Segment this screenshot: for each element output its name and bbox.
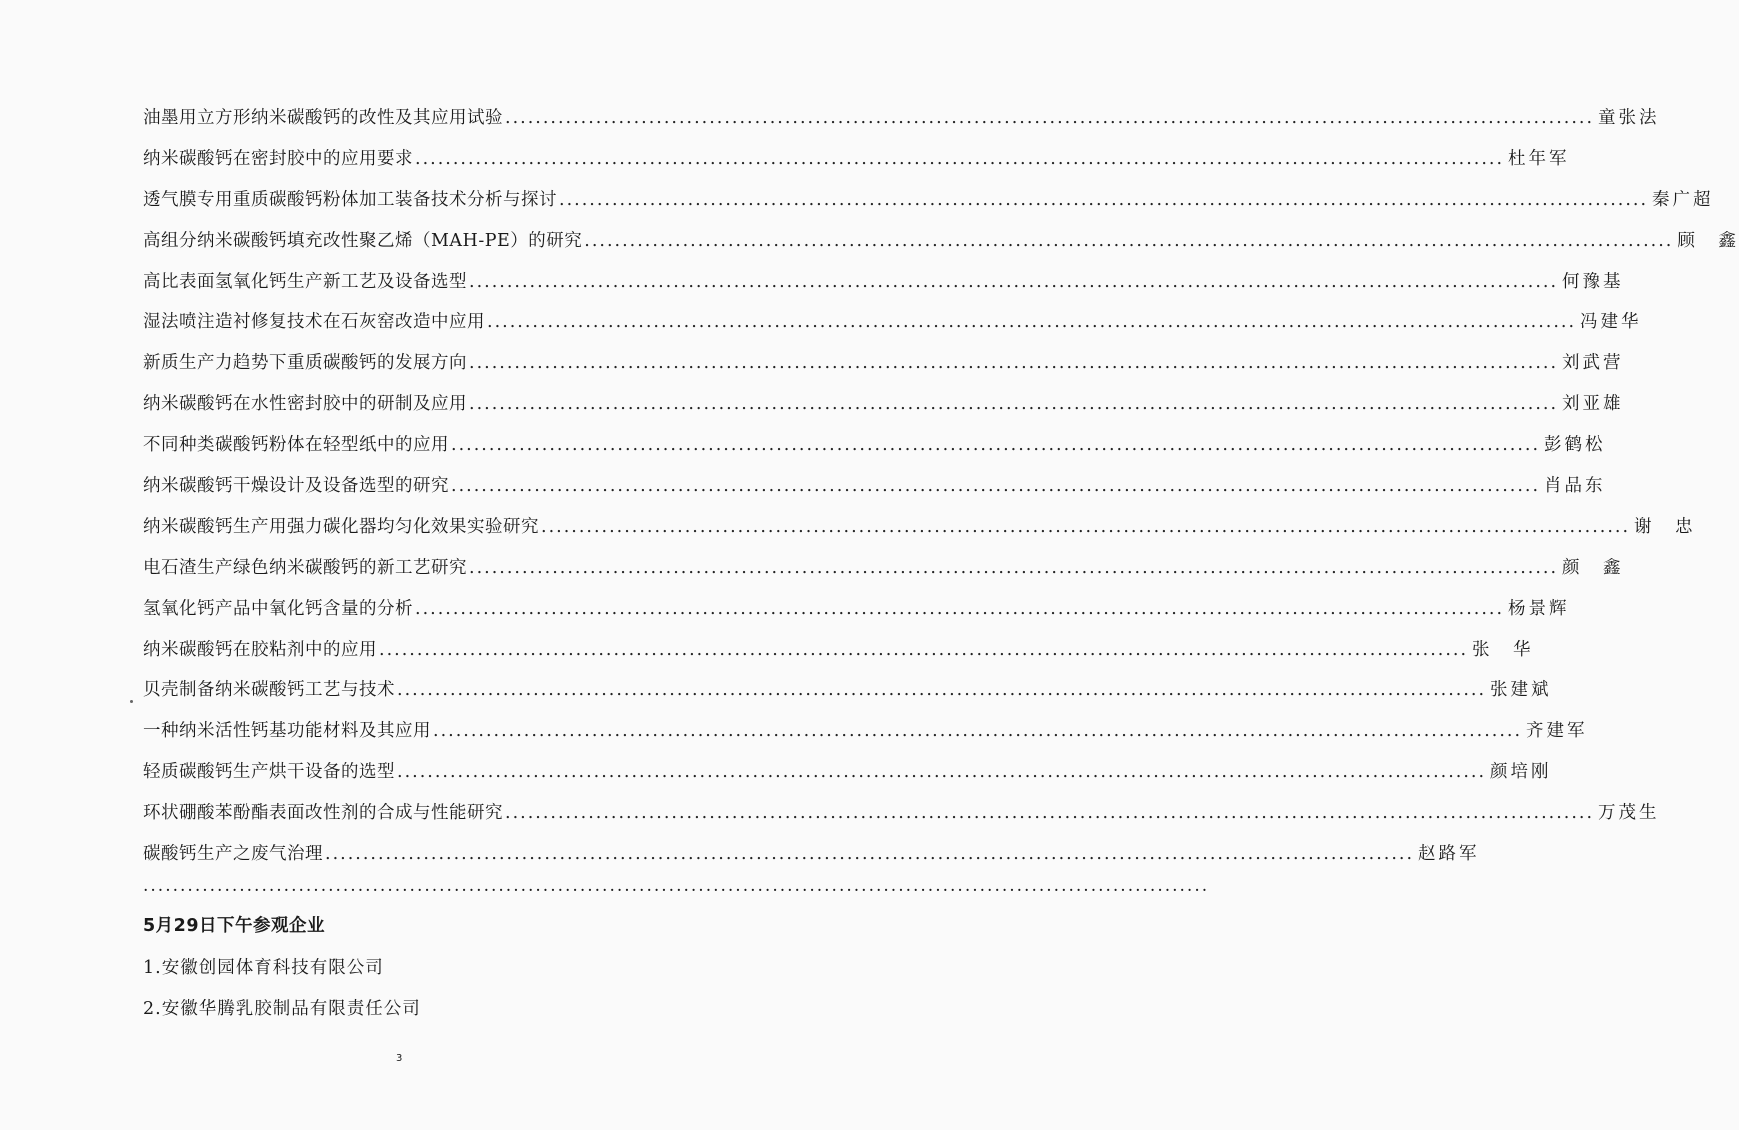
report-entry [143, 431, 1606, 472]
dot-leader [541, 517, 1630, 537]
dot-leader [433, 721, 1522, 741]
report-author: 颜 鑫 [1562, 557, 1624, 578]
report-entry [143, 104, 1660, 145]
dot-leader [415, 149, 1504, 169]
dot-leader [325, 844, 1414, 864]
report-author: 彭鹤松 [1544, 435, 1606, 456]
report-entry [143, 636, 1534, 677]
report-entry [143, 186, 1714, 227]
dot-leader [397, 762, 1486, 782]
report-title: 纳米碳酸钙在密封胶中的应用要求 [143, 148, 413, 169]
report-title: 碳酸钙生产之废气治理 [143, 844, 323, 865]
dot-leader [469, 272, 1558, 292]
report-entry [143, 227, 1739, 268]
dot-leader [487, 312, 1576, 332]
report-author: 杨景辉 [1508, 598, 1570, 619]
report-title: 电石渣生产绿色纳米碳酸钙的新工艺研究 [143, 557, 467, 578]
report-entry [143, 268, 1624, 309]
report-title: 新质生产力趋势下重质碳酸钙的发展方向 [143, 353, 467, 374]
report-entry [143, 595, 1570, 636]
report-title: 纳米碳酸钙在水性密封胶中的研制及应用 [143, 394, 467, 415]
report-author: 冯建华 [1580, 312, 1642, 333]
report-title: 高比表面氢氧化钙生产新工艺及设备选型 [143, 271, 467, 292]
report-entry [143, 840, 1480, 881]
report-author: 谢 忠 [1634, 516, 1696, 537]
report-entry [143, 799, 1660, 840]
report-author: 顾 鑫 [1677, 230, 1739, 251]
report-entry [143, 676, 1552, 717]
report-title: 湿法喷注造衬修复技术在石灰窑改造中应用 [143, 312, 485, 333]
report-entry [143, 717, 1588, 758]
report-title: 不同种类碳酸钙粉体在轻型纸中的应用 [143, 435, 449, 456]
report-author: 齐建军 [1526, 721, 1588, 742]
report-entry [143, 145, 1570, 186]
report-author: 秦广超 [1652, 189, 1714, 210]
report-title: 油墨用立方形纳米碳酸钙的改性及其应用试验 [143, 108, 503, 128]
dot-leader [505, 803, 1594, 823]
company-item: 1.安徽创园体育科技有限公司 [143, 958, 384, 978]
dot-leader [451, 435, 1540, 455]
dot-leader [379, 640, 1468, 660]
company-visit-list [143, 952, 421, 1033]
report-title: 纳米碳酸钙生产用强力碳化器均匀化效果实验研究 [143, 516, 539, 537]
report-title: 轻质碳酸钙生产烘干设备的选型 [143, 762, 395, 783]
report-title: 纳米碳酸钙干燥设计及设备选型的研究 [143, 476, 449, 497]
report-title: 环状硼酸苯酚酯表面改性剂的合成与性能研究 [143, 803, 503, 824]
report-entry [143, 472, 1606, 513]
report-title: 贝壳制备纳米碳酸钙工艺与技术 [143, 680, 395, 701]
report-author: 颜培刚 [1490, 762, 1552, 783]
dot-leader-line [143, 876, 688, 900]
report-entry [143, 308, 1642, 349]
report-entry [143, 513, 1696, 554]
report-list [143, 104, 1739, 881]
scan-speck [130, 700, 133, 703]
report-author: 刘亚雄 [1562, 394, 1624, 415]
company-item: 2.安徽华腾乳胶制品有限责任公司 [143, 998, 421, 1019]
report-entry [143, 554, 1624, 595]
dot-leader [559, 190, 1648, 210]
report-entry [143, 349, 1624, 390]
dot-leader [397, 680, 1486, 700]
dot-leader [584, 231, 1673, 251]
report-title: 一种纳米活性钙基功能材料及其应用 [143, 721, 431, 742]
report-author: 何豫基 [1562, 271, 1624, 292]
report-author: 张建斌 [1490, 680, 1552, 701]
dot-leader [469, 558, 1558, 578]
section-heading: 5月29日下午参观企业 [143, 916, 326, 936]
report-author: 张 华 [1472, 639, 1534, 660]
report-title: 高组分纳米碳酸钙填充改性聚乙烯（MAH-PE）的研究 [143, 230, 583, 251]
report-author: 杜年军 [1508, 148, 1570, 169]
report-title: 透气膜专用重质碳酸钙粉体加工装备技术分析与探讨 [143, 189, 557, 210]
dot-leader [451, 476, 1540, 496]
report-entry [143, 758, 1552, 799]
page-number: 3 [396, 1053, 403, 1064]
dot-leader [469, 394, 1558, 414]
report-title: 氢氧化钙产品中氧化钙含量的分析 [143, 598, 413, 619]
report-author: 万茂生 [1598, 803, 1660, 824]
report-author: 赵路军 [1418, 844, 1480, 865]
dot-leader [469, 353, 1558, 373]
report-author: 童张法 [1598, 108, 1660, 128]
report-entry [143, 390, 1624, 431]
report-author: 肖品东 [1544, 476, 1606, 497]
report-title: 纳米碳酸钙在胶粘剂中的应用 [143, 639, 377, 660]
dot-leader [415, 599, 1504, 619]
dot-leader [505, 108, 1594, 128]
report-author: 刘武营 [1562, 353, 1624, 374]
